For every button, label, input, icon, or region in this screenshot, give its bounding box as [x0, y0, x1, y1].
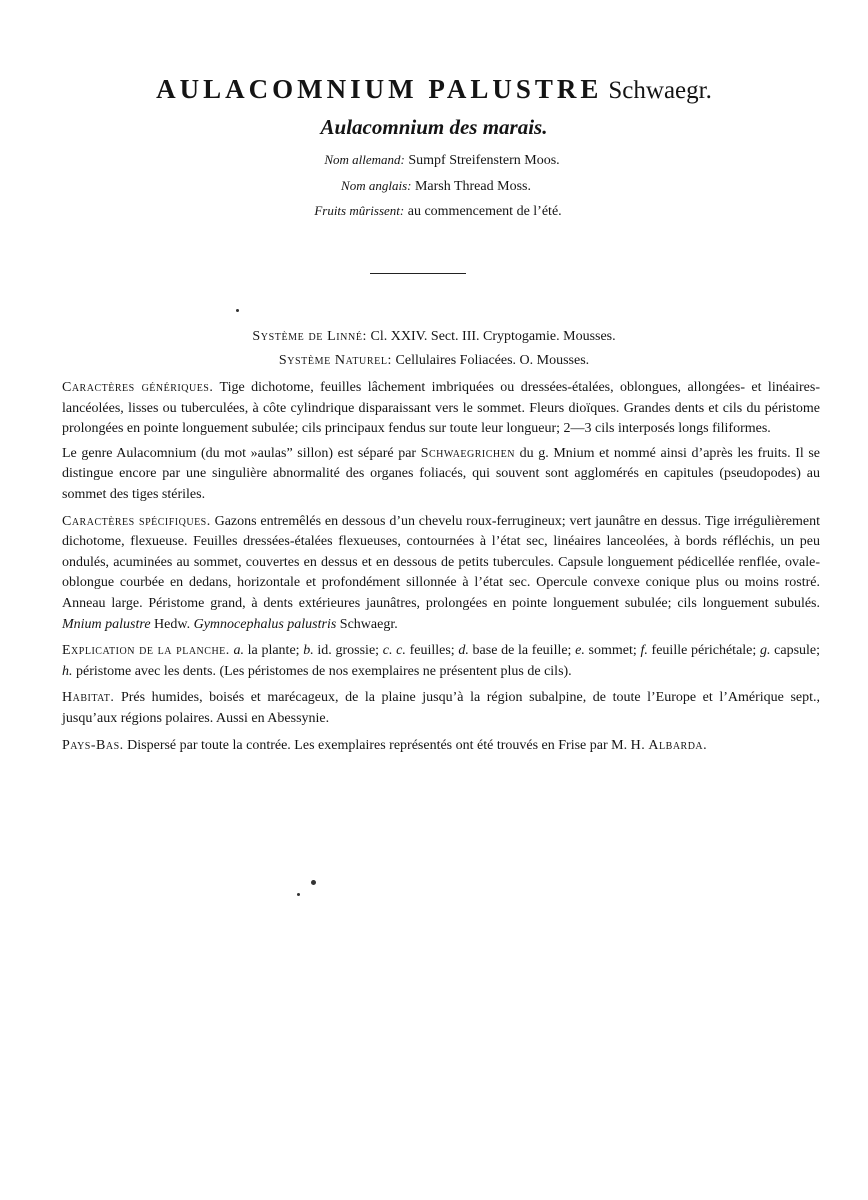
english-name-label: Nom anglais: [341, 178, 412, 193]
plate-text-a: la plante; [247, 643, 300, 659]
linne-system-label: Système de Linné: [252, 329, 368, 344]
plate-key-f: f. [640, 643, 648, 659]
natural-system-line [0, 353, 868, 369]
synonym-1-author: Hedw. [154, 616, 191, 632]
natural-system-value: Cellulaires Foliacées. O. Mousses. [395, 353, 590, 368]
divider-rule [370, 273, 466, 274]
specific-characters-text: Gazons entremêlés en dessous d’un chevelu roux-ferrugineux; vert jaunâtre en dessus. Tige irrégulièrement dichotome, flexueuse. Feuilles dressées-étalées flexueuses, contournées à l’état sec, linéaires lanceolées, à bords réfléchis, un peu ondulés, acuminées au sommet, couvertes en dessus et en dessous de petits tubercules. Capsule longuement pédicellée renflée, ovale-oblongue courbée en dedans, horizontale et profondément sillonnée à l’état sec. Opercule convexe conique plus ou moins rostré. Anneau large. Péristome grand, à dents extérieures jaunâtres, prolongées en pointe longuement subulée; cils longuement subulés. [62, 513, 820, 611]
synonym-2: Gymnocephalus palustris [193, 616, 337, 632]
species-name: AULACOMNIUM PALUSTRE [156, 74, 603, 104]
print-speck [236, 309, 239, 312]
netherlands-text: Dispersé par toute la contrée. Les exemplaires représentés ont été trouvés en Frise par M. [127, 737, 628, 753]
english-name-line [2, 178, 868, 195]
plate-text-d: base de la feuille; [472, 643, 572, 659]
generic-characters-heading: Caractères génériques. [62, 380, 214, 395]
fruiting-value: au commencement de l’été. [407, 204, 562, 219]
generic-characters-paragraph [62, 378, 820, 440]
generic-characters-text: Tige dichotome, feuilles lâchement imbriquées ou dressées-étalées, oblongues, allongées- et linéaires-lancéolées, lisses ou tuberculées, à côte cylindrique disparaissant vers le sommet. Fleurs dioïques. Grandes dents et cils du péristome prolongées en pointe longuement subulée; cils principaux fendus sur toute leur longueur; 2—3 cils interposés longs filiformes. [62, 380, 821, 437]
habitat-heading: Habitat. [62, 690, 115, 706]
plate-key-h: h. [62, 663, 73, 679]
german-name-value: Sumpf Streifenstern Moos. [408, 153, 560, 168]
plate-text-g: capsule; [774, 643, 821, 659]
plate-explanation-paragraph [62, 641, 820, 682]
netherlands-paragraph [62, 736, 820, 757]
plate-text-e: sommet; [588, 643, 637, 659]
habitat-text: Prés humides, boisés et marécageux, de la plaine jusqu’à la région subalpine, de toute l’Europe et l’Amérique sept., jusqu’aux régions polaires. Aussi en Abessynie. [62, 690, 821, 726]
species-author: Schwaegr. [608, 77, 712, 104]
linne-system-value: Cl. XXIV. Sect. III. Cryptogamie. Mousses. [370, 329, 616, 344]
plate-explanation-heading: Explication de la planche. [62, 643, 230, 659]
plate-key-e: e. [575, 643, 585, 659]
collector-name: H. Albarda. [630, 737, 708, 753]
plate-text-c: feuilles; [409, 643, 455, 659]
german-name-label: Nom allemand: [324, 152, 405, 167]
genus-note-person: Schwaegrichen [420, 445, 515, 461]
plate-key-g: g. [759, 643, 771, 659]
fruiting-line [4, 203, 868, 220]
plate-key-c: c. c. [382, 643, 406, 659]
plate-key-b: b. [303, 643, 314, 659]
plate-text-h: péristome avec les dents. (Les péristomes de nos exemplaires ne présentent plus de cils). [76, 663, 572, 679]
specific-characters-heading: Caractères spécifiques. [62, 513, 211, 529]
habitat-paragraph [62, 688, 820, 729]
page-title [0, 74, 868, 105]
plate-key-a: a. [233, 643, 244, 659]
natural-system-label: Système Naturel: [278, 353, 393, 368]
synonym-1: Mnium palustre [62, 616, 151, 632]
french-name: Aulacomnium des marais. [320, 115, 548, 139]
genus-note-text-2: du g. Mnium et nommé ainsi d’après les fruits. Il se distingue encore par une singulière abnormalité des organes foliacés, qui souvent sont agglomérés en capitules (pseudopodes) au sommet des tiges stériles. [62, 445, 821, 502]
english-name-value: Marsh Thread Moss. [414, 179, 531, 194]
description-body [62, 378, 820, 762]
genus-note-text-1: Le genre Aulacomnium (du mot »aulas” sillon) est séparé par [62, 445, 417, 461]
print-speck [311, 880, 316, 885]
plate-text-b: id. grossie; [317, 643, 380, 659]
netherlands-heading: Pays-Bas. [62, 737, 124, 753]
fruiting-label: Fruits mûrissent: [314, 203, 405, 218]
plate-text-f: feuille périchétale; [651, 643, 757, 659]
linne-system-line [0, 329, 868, 345]
german-name-line [8, 152, 868, 169]
print-speck [297, 893, 300, 896]
plate-key-d: d. [458, 643, 469, 659]
synonym-2-author: Schwaegr. [339, 616, 398, 632]
genus-note-paragraph [62, 444, 820, 506]
specific-characters-paragraph [62, 512, 820, 636]
